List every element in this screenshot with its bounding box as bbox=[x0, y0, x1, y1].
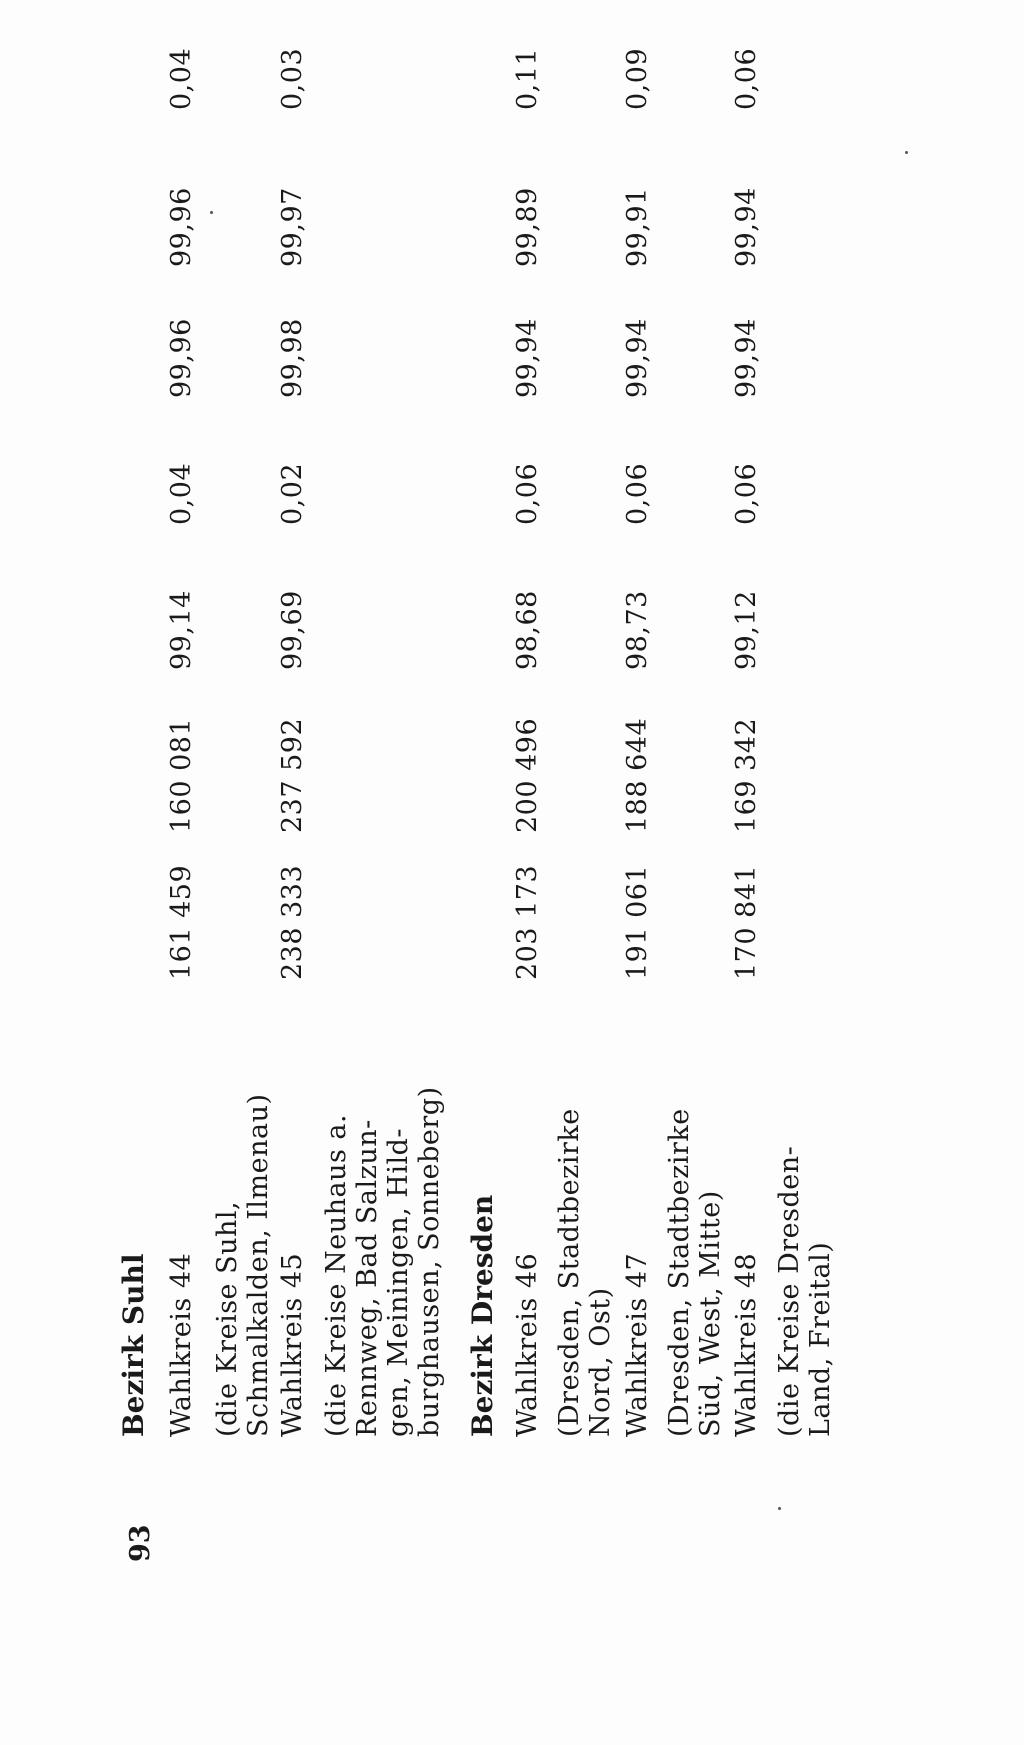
description-line: Nord, Ost) bbox=[585, 1287, 616, 1437]
value-cell: 191 061 bbox=[622, 864, 653, 980]
value-cell: 99,96 bbox=[166, 318, 197, 398]
row-description-wahlkreis-44 bbox=[212, 1093, 274, 1437]
value-cell: 0,04 bbox=[166, 47, 197, 110]
value-cell: 0,02 bbox=[277, 462, 308, 525]
row-description-wahlkreis-48 bbox=[774, 1146, 836, 1437]
page-number: 93 bbox=[125, 1524, 156, 1562]
value-cell: 98,68 bbox=[512, 590, 543, 670]
value-cell: 188 644 bbox=[622, 717, 653, 833]
value-cell: 0,04 bbox=[166, 462, 197, 525]
value-cell: 0,09 bbox=[622, 47, 653, 110]
value-cell: 99,94 bbox=[731, 187, 762, 267]
value-cell: 161 459 bbox=[166, 864, 197, 980]
description-line: gen, Meiningen, Hild- bbox=[383, 1127, 414, 1437]
print-speck bbox=[210, 211, 213, 214]
section-heading-suhl: Bezirk Suhl bbox=[117, 1253, 150, 1437]
section-heading-dresden: Bezirk Dresden bbox=[466, 1194, 499, 1437]
row-description-wahlkreis-46 bbox=[554, 1108, 616, 1437]
row-label-wahlkreis-47: Wahlkreis 47 bbox=[622, 1252, 653, 1437]
description-line: (Dresden, Stadtbezirke bbox=[664, 1108, 695, 1437]
value-cell: 169 342 bbox=[731, 717, 762, 833]
description-line: (die Kreise Dresden- bbox=[774, 1145, 805, 1437]
value-cell: 98,73 bbox=[622, 590, 653, 670]
row-description-wahlkreis-47 bbox=[664, 1108, 726, 1437]
row-label-wahlkreis-46: Wahlkreis 46 bbox=[512, 1252, 543, 1437]
description-line: Land, Freital) bbox=[805, 1241, 836, 1437]
description-line: (Dresden, Stadtbezirke bbox=[554, 1108, 585, 1437]
value-cell: 99,69 bbox=[277, 590, 308, 670]
description-line: burghausen, Sonneberg) bbox=[414, 1086, 445, 1437]
value-cell: 99,98 bbox=[277, 318, 308, 398]
print-speck bbox=[905, 151, 908, 154]
value-cell: 0,03 bbox=[277, 47, 308, 110]
print-speck bbox=[778, 1507, 781, 1510]
value-cell: 99,94 bbox=[622, 318, 653, 398]
value-cell: 0,06 bbox=[731, 47, 762, 110]
value-cell: 99,94 bbox=[512, 318, 543, 398]
value-cell: 99,89 bbox=[512, 187, 543, 267]
value-cell: 99,96 bbox=[166, 187, 197, 267]
value-cell: 99,14 bbox=[166, 590, 197, 670]
value-cell: 170 841 bbox=[731, 864, 762, 980]
row-description-wahlkreis-45 bbox=[321, 1086, 445, 1437]
value-cell: 0,06 bbox=[731, 462, 762, 525]
value-cell: 0,11 bbox=[512, 47, 543, 110]
description-line: (die Kreise Suhl, bbox=[212, 1200, 243, 1437]
description-line: Schmalkalden, Ilmenau) bbox=[243, 1093, 274, 1437]
value-cell: 99,97 bbox=[277, 187, 308, 267]
value-cell: 237 592 bbox=[277, 717, 308, 833]
value-cell: 0,06 bbox=[512, 462, 543, 525]
value-cell: 238 333 bbox=[277, 864, 308, 980]
value-cell: 160 081 bbox=[166, 717, 197, 833]
row-label-wahlkreis-44: Wahlkreis 44 bbox=[166, 1252, 197, 1437]
row-label-wahlkreis-45: Wahlkreis 45 bbox=[277, 1252, 308, 1437]
value-cell: 99,12 bbox=[731, 590, 762, 670]
description-line: Rennweg, Bad Salzun- bbox=[352, 1119, 383, 1437]
value-cell: 99,91 bbox=[622, 187, 653, 267]
value-cell: 0,06 bbox=[622, 462, 653, 525]
value-cell: 203 173 bbox=[512, 864, 543, 980]
description-line: (die Kreise Neuhaus a. bbox=[321, 1113, 352, 1437]
row-label-wahlkreis-48: Wahlkreis 48 bbox=[731, 1252, 762, 1437]
value-cell: 200 496 bbox=[512, 717, 543, 833]
description-line: Süd, West, Mitte) bbox=[695, 1190, 726, 1437]
value-cell: 99,94 bbox=[731, 318, 762, 398]
